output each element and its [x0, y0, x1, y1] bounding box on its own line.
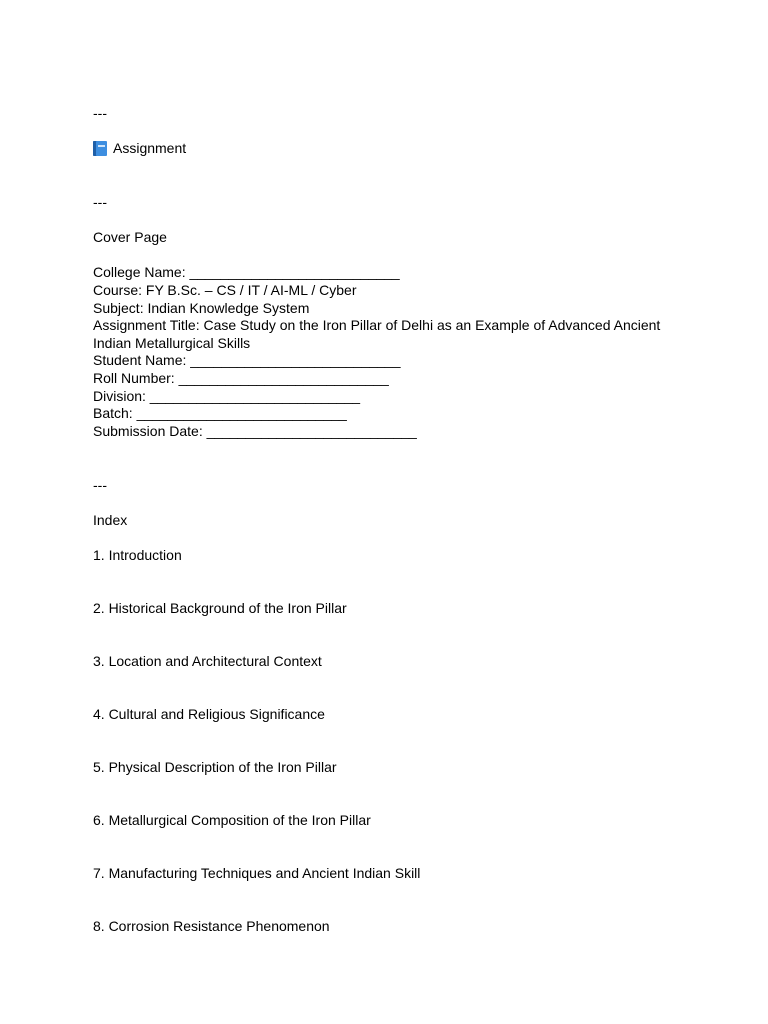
separator: ---: [93, 105, 107, 121]
index-heading: Index: [93, 512, 128, 528]
index-item: 8. Corrosion Resistance Phenomenon: [93, 918, 330, 934]
roll-number-line: Roll Number: ___________________________: [93, 370, 389, 386]
separator: ---: [93, 477, 107, 493]
index-item: 5. Physical Description of the Iron Pillar: [93, 759, 337, 775]
book-icon: [93, 141, 107, 156]
student-name-line: Student Name: ___________________________: [93, 352, 401, 368]
separator: ---: [93, 194, 107, 210]
college-name-line: College Name: ___________________________: [93, 264, 400, 280]
assignment-title-line: Assignment Title: Case Study on the Iron Pillar of Delhi as an Example of Advanced Ancient: [93, 317, 661, 333]
index-item: 3. Location and Architectural Context: [93, 653, 322, 669]
subject-line: Subject: Indian Knowledge System: [93, 300, 310, 316]
index-item: 7. Manufacturing Techniques and Ancient Indian Skill: [93, 865, 421, 881]
batch-line: Batch: ___________________________: [93, 405, 347, 421]
assignment-title-line-cont: Indian Metallurgical Skills: [93, 335, 251, 351]
division-line: Division: ___________________________: [93, 388, 361, 404]
assignment-title-text: Assignment: [113, 140, 187, 156]
index-item: 6. Metallurgical Composition of the Iron Pillar: [93, 812, 371, 828]
index-item: 4. Cultural and Religious Significance: [93, 706, 325, 722]
index-item: 2. Historical Background of the Iron Pillar: [93, 600, 347, 616]
course-line: Course: FY B.Sc. – CS / IT / AI-ML / Cyber: [93, 282, 357, 298]
cover-page-heading: Cover Page: [93, 229, 167, 245]
index-item: 1. Introduction: [93, 547, 182, 563]
assignment-title: [93, 139, 186, 157]
submission-date-line: Submission Date: ___________________________: [93, 423, 417, 439]
